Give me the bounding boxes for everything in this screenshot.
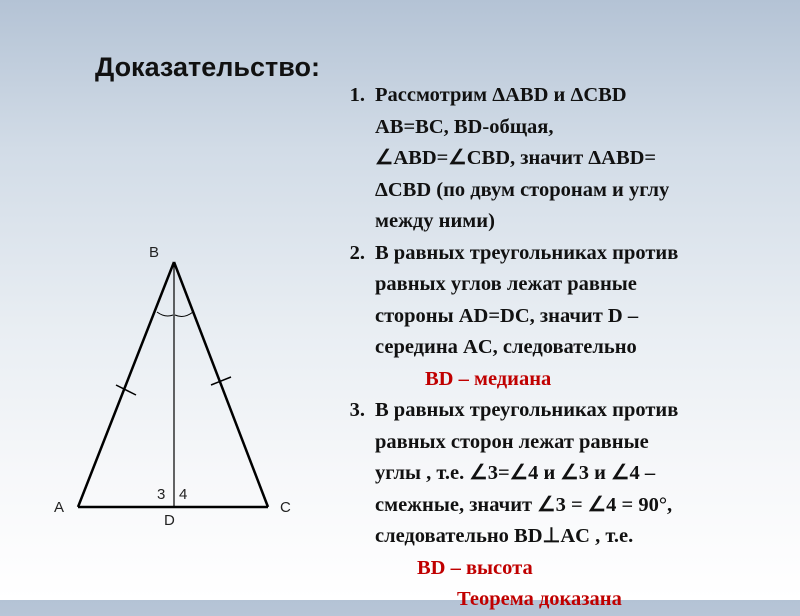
step-line: В равных треугольниках против xyxy=(375,399,679,421)
vertex-label-b: B xyxy=(149,244,160,261)
angle-arc-abd xyxy=(157,312,173,316)
step-line: В равных треугольниках против xyxy=(375,241,679,264)
step-line: между ними) xyxy=(375,210,495,232)
step-line: равных углов лежат равные xyxy=(375,273,637,295)
theorem-proven: Теорема доказана xyxy=(457,588,622,610)
step-line: равных сторон лежат равные xyxy=(375,430,649,453)
step-line: Рассмотрим ΔABD и ΔCBD xyxy=(375,84,627,106)
conclusion-median: BD – медиана xyxy=(425,367,552,390)
step-line: середина AC, следовательно xyxy=(375,336,637,358)
conclusion-altitude: BD – высота xyxy=(417,556,533,579)
side-ab xyxy=(78,262,174,507)
step-line: ∠ABD=∠CBD, значит ΔABD= xyxy=(375,147,657,169)
triangle-figure xyxy=(0,0,340,600)
step-line: стороны AD=DC, значит D – xyxy=(375,304,639,327)
step-line: AB=BC, BD-общая, xyxy=(375,115,554,138)
proof-step-2 xyxy=(325,238,795,396)
proof-step-1 xyxy=(325,80,795,238)
step-line: следовательно BD⊥AC , т.е. xyxy=(375,525,634,547)
angle-label-3: 3 xyxy=(157,486,166,503)
proof-step-3 xyxy=(325,395,795,616)
proof-list xyxy=(325,80,795,616)
angle-label-4: 4 xyxy=(179,486,188,503)
vertex-label-c: C xyxy=(280,499,291,516)
vertex-label-a: A xyxy=(54,499,65,516)
slide-title: Доказательство: xyxy=(95,52,320,82)
angle-arc-cbd xyxy=(175,312,193,316)
step-number: 3. xyxy=(349,399,365,421)
vertex-label-d: D xyxy=(164,512,175,529)
step-line: углы , т.е. ∠3=∠4 и ∠3 и ∠4 – xyxy=(375,462,656,484)
step-number: 2. xyxy=(349,241,365,264)
side-bc xyxy=(174,262,268,507)
step-number: 1. xyxy=(349,84,365,106)
step-line: ΔCBD (по двум сторонам и углу xyxy=(375,178,670,201)
step-line: смежные, значит ∠3 = ∠4 = 90°, xyxy=(375,493,673,516)
